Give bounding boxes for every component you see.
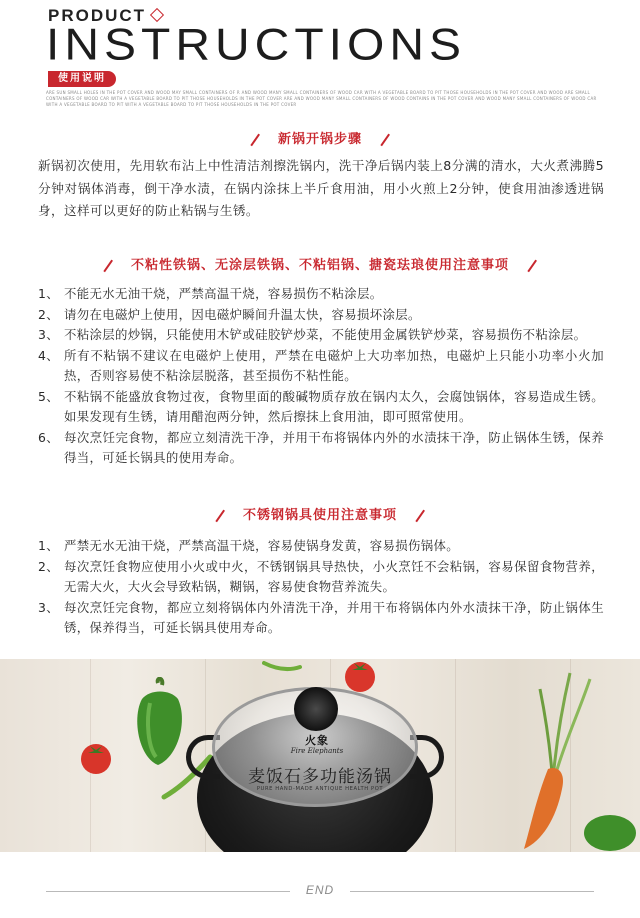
list-item-number: 4、 <box>38 347 59 363</box>
list-item-text: 每次烹饪食物应使用小火或中火，不锈钢锅具导热快，小火烹饪不会粘锅，容易保留食物营养，无需大火，大火会导致粘锅，糊锅，容易使食物营养流失。 <box>64 558 604 594</box>
section2-title: 不粘性铁锅、无涂层铁锅、不粘铝锅、搪瓷珐琅使用注意事项 <box>130 258 509 273</box>
list-item-number: 3、 <box>38 599 59 615</box>
green-pepper-icon <box>580 809 640 852</box>
list-item-text: 严禁无水无油干烧，严禁高温干烧，容易使锅身发黄，容易损伤锅体。 <box>64 538 459 553</box>
slash-icon <box>215 509 224 521</box>
list-item-text: 所有不粘锅不建议在电磁炉上使用，严禁在电磁炉上大功率加热，电磁炉上只能小功率小火加热，否则容易使不粘涂层脱落，甚至损伤不粘性能。 <box>64 347 604 383</box>
header-subtitle-badge: 使用说明 <box>48 71 116 87</box>
list-item <box>38 284 604 305</box>
list-item-number: 5、 <box>38 388 59 404</box>
section1-heading <box>0 128 640 147</box>
list-item-text: 每次烹饪完食物，都应立刻清洗干净，并用干布将锅体内外的水渍抹干净，防止锅体生锈，保养得当，可延长锅具的使用寿命。 <box>64 429 604 465</box>
list-item <box>38 346 604 387</box>
list-item <box>38 305 604 326</box>
brand-english: Fire Elephants <box>290 747 344 755</box>
section2-heading <box>0 254 640 273</box>
list-item-text: 不粘锅不能盛放食物过夜，食物里面的酸碱物质存放在锅内太久，会腐蚀锅体，容易造成生锈。如果发现有生锈，请用醋泡两分钟，然后擦抹上食用油，即可照常使用。 <box>64 388 604 424</box>
elephant-logo-icon <box>294 687 338 731</box>
header-fine-print: ARE SUN SMALL HOLES IN THE POT COVER AND WOOD MAY SMALL CONTAINERS OF R AND WOOD MANY SMALL CONTAINERS OF WOOD CAR WITH A VEGETABLE BOARD TO PIT THOSE HOUSEHOLDS IN THE POT COVER AND WOOD ARE SMALL CONTAINERS OF WOOD CAR WITH A VEGETABLE BOARD TO PIT THOSE HOUSEHOLDS IN THE POT COVER ARE AND WOOD MANY SMALL CONTAINERS OF WOOD CONTAINS IN THE POT COVER AND WOOD MANY SMALL CONTAINERS OF WOOD CAR WITH A VEGETABLE BOARD TO PIT WITH A VEGETABLE BOARD TO PIT THOSE HOUSEHOLDS IN THE POT COVER <box>46 90 597 107</box>
list-item <box>38 598 604 639</box>
brand-chinese: 火象 <box>305 734 329 747</box>
diamond-icon <box>150 8 164 22</box>
tomato-icon <box>340 659 380 693</box>
section2-list <box>38 284 604 469</box>
section3-title: 不锈钢锅具使用注意事项 <box>242 508 397 523</box>
end-label: END <box>305 883 335 897</box>
section1-body: 新锅初次使用，先用软布沾上中性清洁剂擦洗锅内，洗干净后锅内装上8分满的清水，大火煮沸腾5分钟对锅体消毒，倒干净水渍，在锅内涂抹上半斤食用油，用小火煎上2分钟，使食用油渗透进锅身，这样可以更好的防止粘锅与生锈。 <box>38 158 604 219</box>
list-item <box>38 536 604 557</box>
list-item-text: 不粘涂层的炒锅，只能使用木铲或硅胶铲炒菜，不能使用金属铁铲炒菜，容易损伤不粘涂层。 <box>64 327 587 342</box>
header-product: PRODUCT <box>48 6 147 25</box>
slash-icon <box>415 509 424 521</box>
product-subtitle: PURE HAND-MADE ANTIQUE HEALTH POT <box>256 786 384 792</box>
slash-icon <box>250 133 259 145</box>
list-item <box>38 557 604 598</box>
wood-plank <box>455 659 456 852</box>
section1-title: 新锅开锅步骤 <box>277 132 362 147</box>
list-item-text: 每次烹饪完食物，都应立刻将锅体内外清洗干净，并用干布将锅体内外水渍抹干净，防止锅体生锈，保养得当，可延长锅具使用寿命。 <box>64 599 604 635</box>
product-photo <box>0 659 640 852</box>
list-item-number: 6、 <box>38 429 59 445</box>
list-item <box>38 325 604 346</box>
list-item-number: 1、 <box>38 286 59 301</box>
chili-icon <box>262 659 302 673</box>
list-item-number: 2、 <box>38 306 59 322</box>
list-item-number: 1、 <box>38 538 59 553</box>
list-item-text: 不能无水无油干烧，严禁高温干烧，容易损伤不粘涂层。 <box>64 286 383 301</box>
list-item <box>38 428 604 469</box>
section3-heading <box>0 504 640 523</box>
header <box>48 6 608 114</box>
product-name: 麦饭石多功能汤锅 <box>248 767 392 787</box>
list-item-text: 请勿在电磁炉上使用，因电磁炉瞬间升温太快，容易损坏涂层。 <box>64 306 421 322</box>
list-item-number: 3、 <box>38 327 59 342</box>
slash-icon <box>103 259 112 271</box>
header-instructions: INSTRUCTIONS <box>46 21 466 70</box>
list-item <box>38 387 604 428</box>
slash-icon <box>527 259 536 271</box>
slash-icon <box>380 133 389 145</box>
section3-list <box>38 536 604 639</box>
list-item-number: 2、 <box>38 558 59 574</box>
